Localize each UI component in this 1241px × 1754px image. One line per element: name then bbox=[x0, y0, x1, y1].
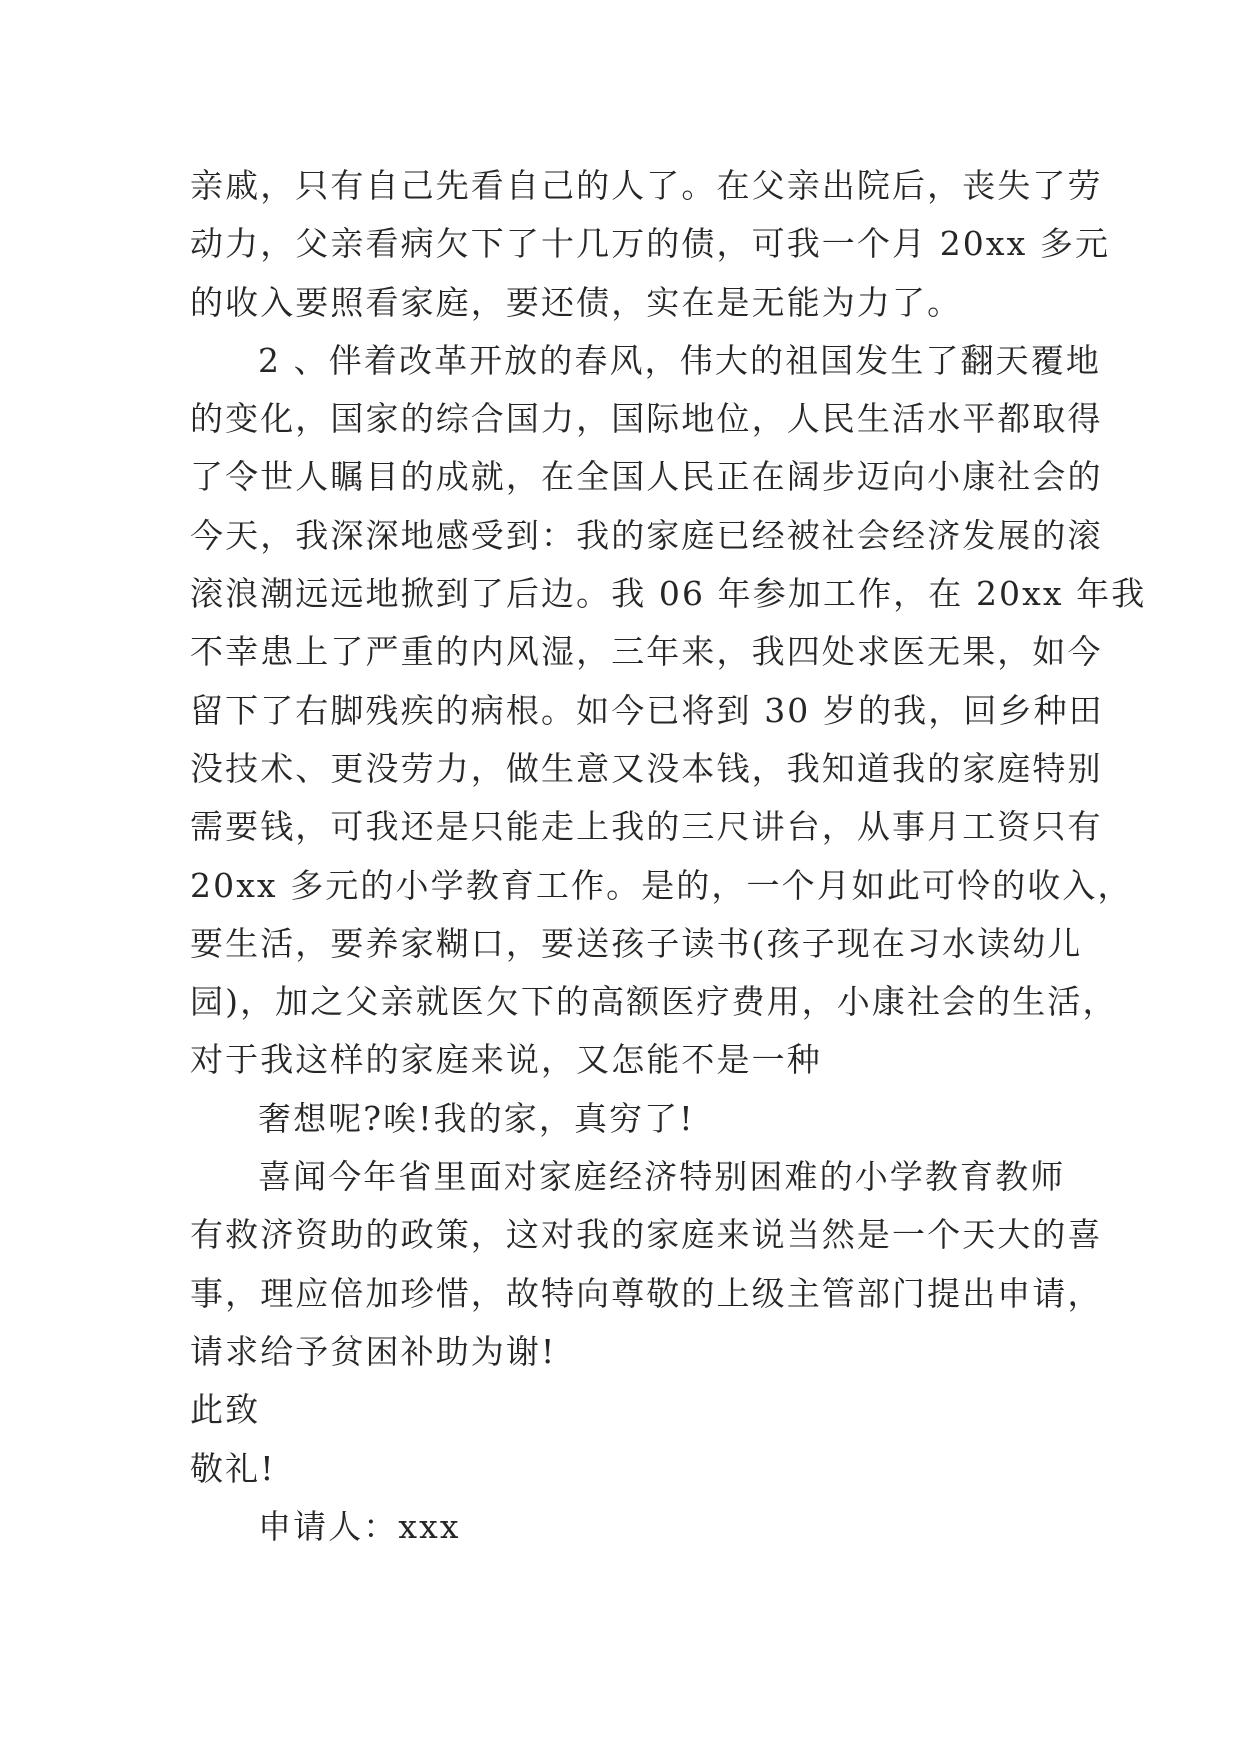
text-line: 的收入要照看家庭，要还债，实在是无能为力了。 bbox=[190, 282, 963, 322]
text-line: 20xx 多元的小学教育工作。是的，一个月如此可怜的收入， bbox=[190, 865, 1133, 905]
text-line: 不幸患上了严重的内风湿，三年来，我四处求医无果，如今 bbox=[190, 632, 1103, 672]
text-line: 留下了右脚残疾的病根。如今已将到 30 岁的我，回乡种田 bbox=[190, 690, 1104, 730]
text-line: 对于我这样的家庭来说，又怎能不是一种 bbox=[190, 1040, 822, 1080]
text-line: 请求给予贫困补助为谢! bbox=[190, 1331, 557, 1371]
text-line: 申请人：xxx bbox=[258, 1506, 461, 1546]
text-line: 有救济资助的政策，这对我的家庭来说当然是一个天大的喜 bbox=[190, 1215, 1103, 1255]
text-line: 动力，父亲看病欠下了十几万的债，可我一个月 20xx 多元 bbox=[190, 224, 1111, 264]
text-line: 了令世人瞩目的成就，在全国人民正在阔步迈向小康社会的 bbox=[190, 457, 1103, 497]
text-line: 2 、伴着改革开放的春风，伟大的祖国发生了翻天覆地 bbox=[258, 340, 1101, 380]
text-line: 敬礼! bbox=[190, 1448, 276, 1488]
text-line: 的变化，国家的综合国力，国际地位，人民生活水平都取得 bbox=[190, 399, 1103, 439]
text-line: 要生活，要养家糊口，要送孩子读书(孩子现在习水读幼儿 bbox=[190, 923, 1083, 963]
text-line: 今天，我深深地感受到：我的家庭已经被社会经济发展的滚 bbox=[190, 515, 1103, 555]
text-line: 奢想呢?唉!我的家，真穷了! bbox=[258, 1098, 695, 1138]
text-line: 需要钱，可我还是只能走上我的三尺讲台，从事月工资只有 bbox=[190, 807, 1103, 847]
text-line: 园)，加之父亲就医欠下的高额医疗费用，小康社会的生活， bbox=[190, 982, 1118, 1022]
text-line: 滚浪潮远远地掀到了后边。我 06 年参加工作，在 20xx 年我 bbox=[190, 574, 1147, 614]
text-line: 喜闻今年省里面对家庭经济特别困难的小学教育教师 bbox=[258, 1157, 1066, 1197]
text-line: 没技术、更没劳力，做生意又没本钱，我知道我的家庭特别 bbox=[190, 748, 1103, 788]
document-body bbox=[190, 157, 1147, 1556]
text-line: 亲戚，只有自己先看自己的人了。在父亲出院后，丧失了劳 bbox=[190, 166, 1103, 205]
text-line: 事，理应倍加珍惜，故特向尊敬的上级主管部门提出申请， bbox=[190, 1273, 1103, 1313]
text-line: 此致 bbox=[190, 1390, 261, 1430]
